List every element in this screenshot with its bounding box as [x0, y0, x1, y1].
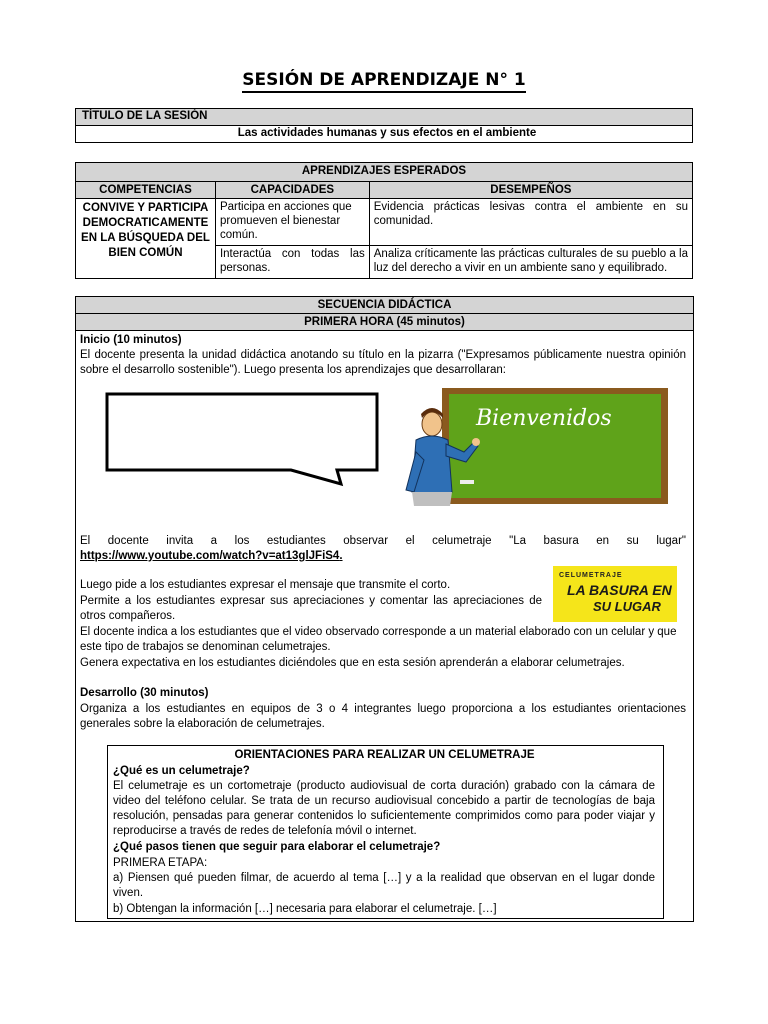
- teacher-chalkboard-illustration: [402, 382, 692, 510]
- board-text: Bienvenidos: [476, 406, 612, 431]
- answer-1: El celumetraje es un cortometraje (producto audiovisual de corta duración) grabado con la cámara de video del teléfono celular. Se trata de un recurso audiovisual concebido a partir de tecnologías de baja resolución, pensadas para generar contenidos lo suficientemente comprimidos como para poder viajar y reproducirse a través de redes de telefonía móvil o internet.: [113, 780, 655, 837]
- thumb-line1: CELUMETRAJE: [559, 572, 623, 579]
- secuencia-header: SECUENCIA DIDÁCTICA: [76, 297, 693, 314]
- orientaciones-header: ORIENTACIONES PARA REALIZAR UN CELUMETRAJE: [234, 749, 535, 761]
- paragraph-1: Luego pide a los estudiantes expresar el mensaje que transmite el corto.: [80, 579, 451, 591]
- capacidad-1: Participa en acciones que promueven el bienestar común.: [215, 199, 369, 246]
- col-competencias: COMPETENCIAS: [76, 182, 216, 199]
- video-thumbnail[interactable]: [553, 566, 677, 622]
- paragraph-4: Genera expectativa en los estudiantes diciéndoles que en esta sesión aprenderán a elaborar celumetrajes.: [80, 657, 625, 669]
- thumb-line3: SU LUGAR: [593, 599, 661, 614]
- video-invite-text: El docente invita a los estudiantes observar el celumetraje "La basura en su lugar": [80, 535, 686, 547]
- document-title: SESIÓN DE APRENDIZAJE N° 1: [0, 70, 768, 90]
- inicio-title: Inicio (10 minutos): [80, 334, 182, 346]
- col-capacidades: CAPACIDADES: [215, 182, 369, 199]
- desarrollo-text: Organiza a los estudiantes en equipos de 3 o 4 integrantes luego proporciona a los estudiantes orientaciones generales sobre la elaboración de celumetrajes.: [80, 703, 686, 730]
- step-b: b) Obtengan la información […] necesaria para elaborar el celumetraje. […]: [113, 903, 497, 915]
- session-title-header: TÍTULO DE LA SESIÓN: [76, 109, 693, 126]
- inicio-text: El docente presenta la unidad didáctica anotando su título en la pizarra ("Expresamos públicamente nuestra opinión sobre el desarrollo sostenible"). Luego presenta los aprendizajes que desarrollaran:: [80, 349, 686, 376]
- desarrollo-title: Desarrollo (30 minutos): [80, 687, 209, 699]
- video-link-text[interactable]: https://www.youtube.com/watch?v=at13glJFiS4: [80, 550, 340, 562]
- competencia-cell: CONVIVE Y PARTICIPA DEMOCRATICAMENTE EN LA BÚSQUEDA DEL BIEN COMÚN: [76, 199, 216, 279]
- question-2: ¿Qué pasos tienen que seguir para elaborar el celumetraje?: [113, 841, 441, 853]
- thumb-line2: LA BASURA EN: [567, 582, 672, 598]
- session-title-table: [75, 108, 693, 143]
- question-1: ¿Qué es un celumetraje?: [113, 765, 250, 777]
- step-a: a) Piensen qué pueden filmar, de acuerdo al tema […] y a la realidad que observan en el lugar donde viven.: [113, 872, 655, 899]
- primera-etapa: PRIMERA ETAPA:: [113, 857, 208, 869]
- desempeno-2: Analiza críticamente las prácticas culturales de su pueblo a la luz del derecho a vivir en un ambiente sano y equilibrado.: [369, 246, 692, 279]
- primera-hora-header: PRIMERA HORA (45 minutos): [76, 314, 693, 331]
- aprendizajes-table: [75, 162, 693, 279]
- desempeno-1: Evidencia prácticas lesivas contra el ambiente en su comunidad.: [369, 199, 692, 246]
- aprendizajes-header: APRENDIZAJES ESPERADOS: [76, 163, 693, 182]
- paragraph-2: Permite a los estudiantes expresar sus apreciaciones y comentar las apreciaciones de otros compañeros.: [80, 595, 542, 622]
- video-link[interactable]: https://www.youtube.com/watch?v=at13glJFiS4.: [80, 550, 343, 562]
- capacidad-2: Interactúa con todas las personas.: [215, 246, 369, 279]
- speech-bubble: [105, 392, 382, 492]
- col-desempenos: DESEMPEÑOS: [369, 182, 692, 199]
- session-title-value: Las actividades humanas y sus efectos en el ambiente: [76, 126, 693, 143]
- paragraph-3: El docente indica a los estudiantes que el video observado corresponde a un material elaborado con un celular y que este tipo de trabajos se denominan celumetrajes.: [80, 626, 677, 653]
